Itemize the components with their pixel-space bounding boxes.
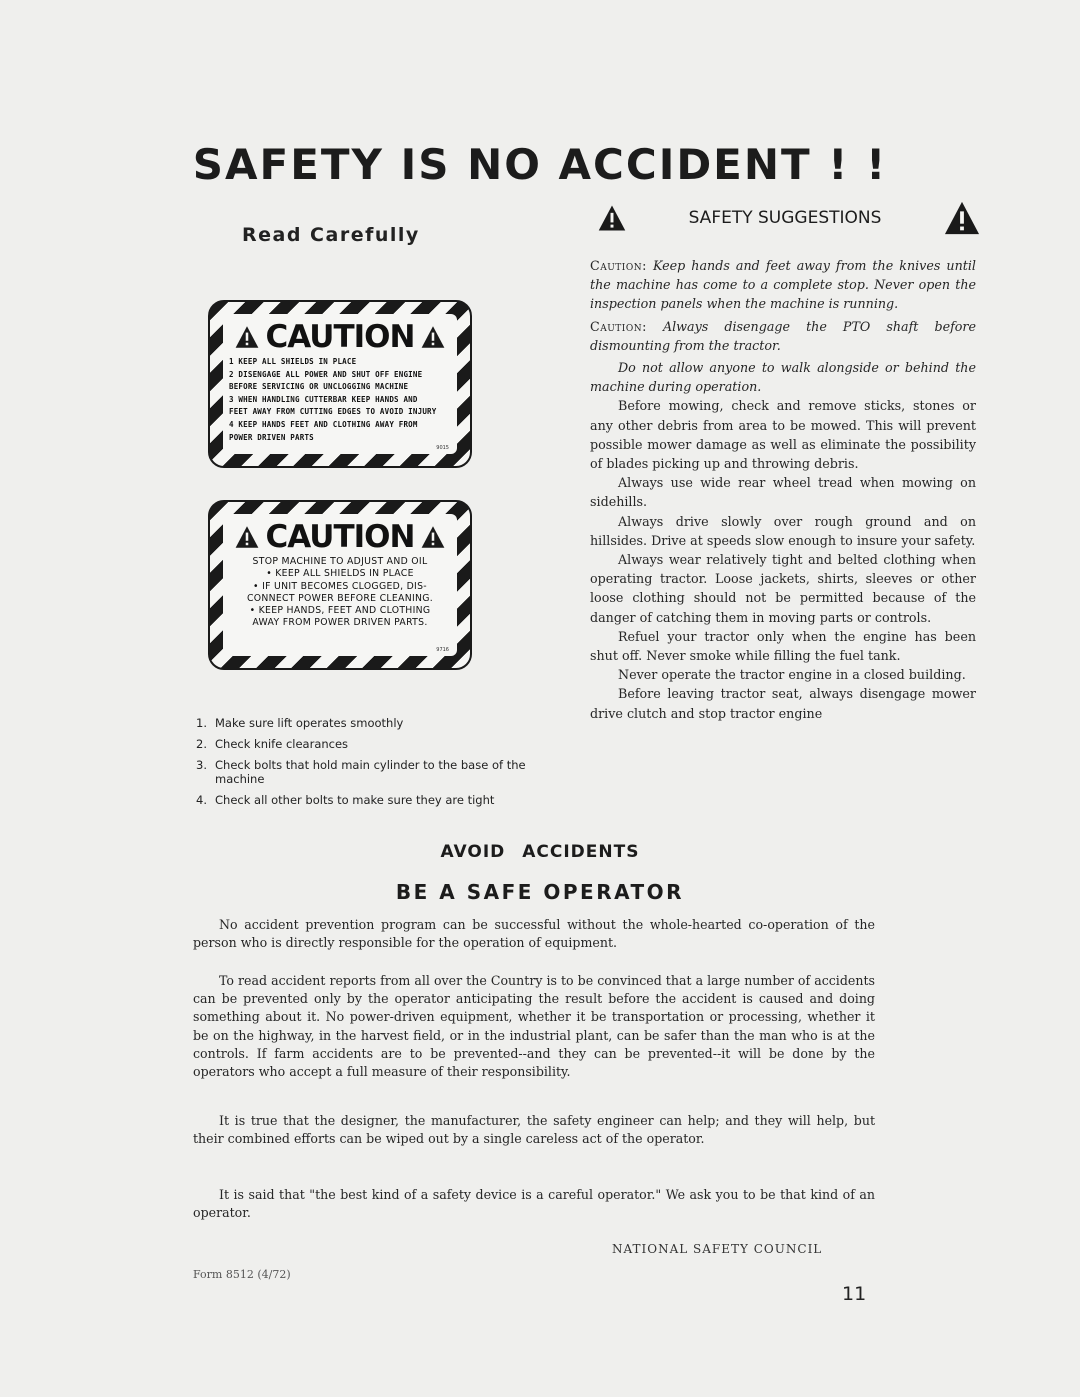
list-number: 4. <box>196 793 207 807</box>
body-paragraph-3 <box>193 1112 875 1148</box>
decal-line: 3 WHEN HANDLING CUTTERBAR KEEP HANDS AND <box>229 394 418 404</box>
caution-heading: CAUTION <box>265 319 415 355</box>
warning-triangle-icon <box>234 525 260 549</box>
suggestion-paragraph: Before leaving tractor seat, always disengage mower drive clutch and stop tractor engine <box>590 686 976 721</box>
list-text: Make sure lift operates smoothly <box>215 716 404 730</box>
suggestion-paragraph: Do not allow anyone to walk alongside or behind the machine during operation. <box>590 360 976 395</box>
list-number: 3. <box>196 758 207 772</box>
safety-suggestions-header <box>597 200 981 236</box>
decal-line: FEET AWAY FROM CUTTING EDGES TO AVOID INJURY <box>229 407 437 417</box>
warning-triangle-icon <box>234 325 260 349</box>
warning-triangle-icon <box>943 200 981 236</box>
warning-triangle-icon <box>420 325 446 349</box>
decal-line: CONNECT POWER BEFORE CLEANING. <box>246 592 434 604</box>
caution-decal-1 <box>208 300 472 468</box>
list-item <box>196 716 541 730</box>
decal-code: 9716 <box>436 647 449 653</box>
list-text: Check all other bolts to make sure they are tight <box>215 793 495 807</box>
decal-code: 9015 <box>436 445 449 451</box>
decal-line: • KEEP ALL SHIELDS IN PLACE <box>266 568 414 580</box>
suggestion-paragraph: Never operate the tractor engine in a closed building. <box>618 667 966 683</box>
paragraph: It is true that the designer, the manufacturer, the safety engineer can help; and they will help, but their combined efforts can be wiped out by a single careless act of the operator. <box>193 1113 875 1147</box>
caution-paragraph <box>590 317 976 355</box>
suggestion-paragraph: Before mowing, check and remove sticks, stones or any other debris from area to be mowed. This will prevent possible mower damage as well as eliminate the possibility of blades picking up and throwing debris. <box>590 398 976 472</box>
decal-line: AWAY FROM POWER DRIVEN PARTS. <box>252 617 428 629</box>
suggestion-paragraph: Refuel your tractor only when the engine has been shut off. Never smoke while filling the fuel tank. <box>590 628 976 664</box>
page-title: SAFETY IS NO ACCIDENT ! ! <box>192 140 888 189</box>
paragraph: No accident prevention program can be successful without the whole-hearted co-operation of the person who is directly responsible for the operation of equipment. <box>193 917 875 951</box>
avoid-accidents-heading: AVOID ACCIDENTS <box>440 842 640 862</box>
read-carefully-heading: Read Carefully <box>242 224 420 246</box>
warning-triangle-icon <box>420 525 446 549</box>
list-text: Check knife clearances <box>215 737 349 751</box>
suggestion-paragraph: Always drive slowly over rough ground and on hillsides. Drive at speeds slow enough to insure your safety. <box>590 513 976 548</box>
list-number: 1. <box>196 716 207 730</box>
caution-heading: CAUTION <box>265 519 415 555</box>
decal-line: 4 KEEP HANDS FEET AND CLOTHING AWAY FROM <box>229 419 418 429</box>
decal-line: • KEEP HANDS, FEET AND CLOTHING <box>249 605 431 617</box>
safety-suggestions-text <box>590 256 976 723</box>
body-paragraph-2 <box>193 972 875 1081</box>
list-item <box>196 758 541 786</box>
caution-decal-2 <box>208 500 472 670</box>
suggestion-paragraph: Always use wide rear wheel tread when mowing on sidehills. <box>590 475 976 510</box>
paragraph: To read accident reports from all over the Country is to be convinced that a large number of accidents can be prevented only by the operator anticipating the result before the accident is caused and doing something about it. No power-driven equipment, whether it be transportation or processing, whether it be on the highway, in the harvest field, or in the industrial plant, can be safer than the man who is at the controls. If farm accidents are to be prevented--and they can be prevented--it will be done by the operators who accept a full measure of their responsibility. <box>193 973 875 1080</box>
body-paragraph-4 <box>193 1186 875 1222</box>
safety-suggestions-title: SAFETY SUGGESTIONS <box>688 208 882 228</box>
caution-label: Caution: <box>590 318 647 334</box>
form-number: Form 8512 (4/72) <box>193 1268 291 1281</box>
decal-line: • IF UNIT BECOMES CLOGGED, DIS- <box>253 580 427 592</box>
maintenance-checklist <box>196 716 541 814</box>
decal-line: 1 KEEP ALL SHIELDS IN PLACE <box>229 357 357 366</box>
list-item <box>196 793 541 807</box>
decal-line: STOP MACHINE TO ADJUST AND OIL <box>252 556 428 567</box>
decal-line: BEFORE SERVICING OR UNCLOGGING MACHINE <box>229 382 409 392</box>
safe-operator-heading: BE A SAFE OPERATOR <box>395 880 685 904</box>
list-text: Check bolts that hold main cylinder to the base of the machine <box>215 758 526 786</box>
caution-label: Caution: <box>590 258 647 273</box>
warning-triangle-icon <box>597 204 627 232</box>
page-number: 11 <box>842 1283 867 1305</box>
decal-line: 2 DISENGAGE ALL POWER AND SHUT OFF ENGINE <box>229 369 423 379</box>
list-number: 2. <box>196 737 207 751</box>
paragraph: It is said that "the best kind of a safety device is a careful operator." We ask you to be that kind of an operator. <box>193 1187 875 1221</box>
caution-text: Always disengage the PTO shaft before dismounting from the tractor. <box>590 318 976 353</box>
caution-text: Keep hands and feet away from the knives until the machine has come to a complete stop. Never open the inspection panels when the machine is running. <box>590 258 976 312</box>
caution-paragraph <box>590 256 976 314</box>
decal-line: POWER DRIVEN PARTS <box>229 432 314 442</box>
suggestion-paragraph: Always wear relatively tight and belted clothing when operating tractor. Loose jackets, shirts, sleeves or other loose clothing should not be permitted because of the danger of catching them in moving parts or controls. <box>590 552 976 625</box>
signature: NATIONAL SAFETY COUNCIL <box>612 1242 823 1256</box>
list-item <box>196 737 541 751</box>
body-paragraph-1 <box>193 916 875 952</box>
